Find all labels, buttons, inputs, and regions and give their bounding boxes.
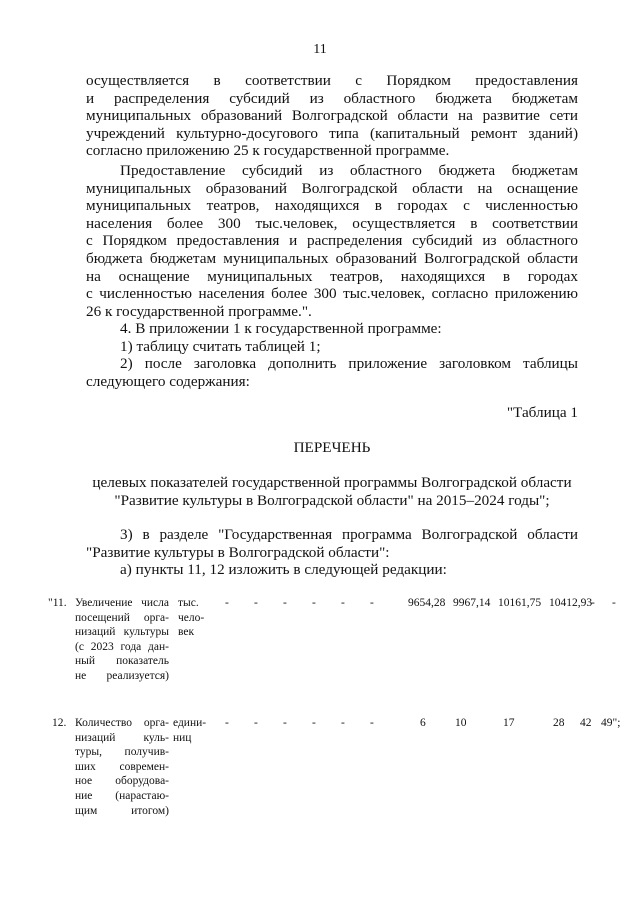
value-cell: 6 [420, 717, 426, 729]
text-line: целевых показателей государственной программы Волгоградской области [92, 474, 572, 491]
page-number: 11 [313, 42, 327, 57]
text-line: на оснащение муниципальных театров, находящихся в городах [86, 267, 578, 285]
value-cell: - [225, 597, 229, 609]
table-label: "Таблица 1 [506, 404, 578, 421]
value-cell: 10412,93 [549, 597, 593, 609]
indicator-name [75, 716, 169, 818]
text-line: ное оборудова- [75, 775, 169, 788]
text-line: а) пункты 11, 12 изложить в следующей редакции: [120, 561, 447, 579]
value-cell: 10 [455, 717, 467, 729]
text-line: щим итогом) [75, 804, 169, 817]
value-cell: 42 [580, 717, 592, 729]
text-line: ших современ- [75, 760, 169, 773]
value-cell: - [283, 597, 287, 609]
value-cell: - [225, 717, 229, 729]
text-line: следующего содержания: [86, 372, 250, 390]
text-line: с численностью населения более 300 тыс.человек, согласно приложению [86, 285, 578, 303]
text-line: Предоставление субсидий из областного бюджета бюджетам [120, 162, 578, 179]
text-line: согласно приложению 25 к государственной программе. [86, 142, 450, 160]
text-line: с Порядком предоставления и распределения субсидий из областного [86, 232, 578, 250]
document-heading: ПЕРЕЧЕНЬ [293, 439, 371, 456]
value-cell: 9654,28 [408, 597, 446, 609]
text-line: посещений орга- [75, 611, 169, 624]
text-line: осуществляется в соответствии с Порядком предоставления [86, 72, 578, 89]
value-cell: 17 [503, 717, 515, 729]
text-line: населения более 300 тыс.человек, осуществляется в соответствии [86, 214, 578, 232]
text-line: бюджета бюджетам муниципальных образований Волгоградской области [86, 249, 578, 267]
text-line: 1) таблицу считать таблицей 1; [120, 337, 321, 355]
row-number: "11. [48, 597, 67, 609]
text-line: низаций культуры [75, 626, 169, 639]
value-cell: 28 [553, 717, 565, 729]
indicator-name [75, 596, 169, 684]
text-line: 26 к государственной программе.". [86, 302, 312, 320]
text-line: Количество орга- [75, 717, 169, 729]
value-cell: - [370, 717, 374, 729]
value-cell: - [312, 717, 316, 729]
text-line: едини- [173, 717, 207, 729]
text-line: ный показатель [75, 655, 169, 668]
value-cell: - [254, 597, 258, 609]
text-line: (с 2023 года дан- [75, 640, 169, 653]
value-cell: - [370, 597, 374, 609]
text-line: тыс. [178, 597, 199, 609]
text-line: век [178, 626, 195, 639]
text-line: ние (нарастаю- [75, 789, 169, 802]
value-cell: 49"; [601, 717, 621, 729]
unit [173, 716, 206, 745]
value-cell: - [341, 717, 345, 729]
text-line: низаций куль- [75, 731, 169, 744]
value-cell: - [612, 597, 616, 609]
value-cell: 10161,75 [498, 597, 542, 609]
value-cell: 9967,14 [453, 597, 491, 609]
text-line: "Развитие культуры в Волгоградской области" на 2015–2024 годы"; [114, 491, 550, 509]
paragraph-1 [86, 72, 578, 160]
value-cell: - [591, 597, 595, 609]
text-line: и распределения субсидий из областного бюджета бюджетам [86, 89, 578, 107]
text-line: 3) в разделе "Государственная программа Волгоградской области [120, 526, 578, 543]
text-line: Увеличение числа [75, 597, 169, 609]
value-cell: - [254, 717, 258, 729]
value-cell: - [283, 717, 287, 729]
text-line: не реализуется) [75, 669, 169, 682]
document-subheading [86, 474, 578, 509]
text-line: 4. В приложении 1 к государственной программе: [120, 320, 442, 337]
text-line: муниципальных театров, находящихся в городах с численностью [86, 197, 578, 215]
text-line: туры, получив- [75, 746, 169, 759]
row-number: 12. [52, 717, 67, 729]
paragraph-2 [86, 162, 578, 320]
text-line: чело- [178, 611, 205, 624]
unit [178, 596, 204, 640]
text-line: учреждений культурно-досугового типа (капитальный ремонт зданий) [86, 124, 578, 142]
text-line: муниципальных образований Волгоградской области на оснащение [86, 179, 578, 197]
text-line: "Развитие культуры в Волгоградской области": [86, 543, 390, 561]
item-3 [86, 526, 578, 579]
text-line: ниц [173, 731, 192, 744]
value-cell: - [341, 597, 345, 609]
text-line: 2) после заголовка дополнить приложение заголовком таблицы [120, 355, 578, 373]
value-cell: - [312, 597, 316, 609]
item-4 [86, 320, 578, 390]
text-line: муниципальных образований Волгоградской области на развитие сети [86, 107, 578, 125]
